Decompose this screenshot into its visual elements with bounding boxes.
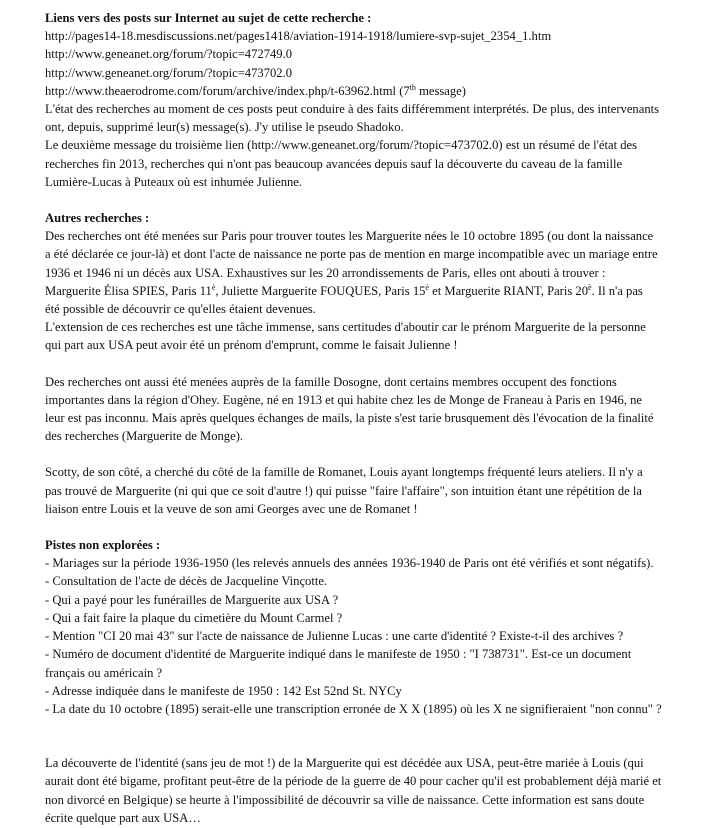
text-line: pas trouvé de Marguerite (ni qui que ce soit d'autre !) qui puisse "faire l'affaire", son intuition étant une répétition de la bbox=[45, 483, 642, 498]
list-item: français ou américain ? bbox=[45, 665, 163, 680]
text-line: Lumière-Lucas à Puteaux où est inhumée Julienne. bbox=[45, 174, 303, 189]
list-item: - Numéro de document d'identité de Marguerite indiqué dans le manifeste de 1950 : "I 738731". Est-ce un document bbox=[45, 647, 632, 662]
text-line: L'extension de ces recherches est une tâche immense, sans certitudes d'aboutir car le prénom Marguerite de la personne bbox=[45, 320, 646, 335]
text-line: La découverte de l'identité (sans jeu de mot !) de la Marguerite qui est décédée aux USA, peut-être mariée à Louis (qui bbox=[45, 756, 644, 771]
list-item: - Mention "CI 20 mai 43" sur l'acte de naissance de Julienne Lucas : une carte d'identité ? Existe-t-il des archives ? bbox=[45, 629, 624, 644]
text-line: ont, depuis, supprimé leur(s) message(s). J'y utilise le pseudo Shadoko. bbox=[45, 120, 404, 135]
links-heading: Liens vers des posts sur Internet au sujet de cette recherche : bbox=[45, 11, 372, 25]
text-line: aurait dont été bigame, profitant peut-être de la période de la guerre de 40 pour cacher qu'il est probablement déjà marié et bbox=[45, 774, 662, 789]
link-url[interactable]: http://www.geneanet.org/forum/?topic=473702.0 bbox=[45, 65, 293, 80]
text-line: Le deuxième message du troisième lien (http://www.geneanet.org/forum/?topic=473702.0) est un résumé de l'état des bbox=[45, 138, 638, 153]
document-page bbox=[45, 9, 717, 827]
text-line: Scotty, de son côté, a cherché du côté de la famille de Romanet, Louis ayant longtemps fréquenté leurs ateliers. Il n'y a bbox=[45, 465, 643, 480]
autres-heading: Autres recherches : bbox=[45, 211, 150, 226]
list-item: - Qui a fait faire la plaque du cimetière du Mount Carmel ? bbox=[45, 610, 343, 625]
text-line: qui part aux USA peut avoir été un prénom d'emprunt, comme le faisait Julienne ! bbox=[45, 338, 458, 353]
link-note: (7th message) bbox=[399, 82, 466, 98]
pistes-heading: Pistes non explorées : bbox=[45, 538, 161, 553]
link-url-with-note bbox=[45, 82, 717, 100]
text-line: des recherches (Marguerite de Monge). bbox=[45, 429, 244, 444]
list-item: - Consultation de l'acte de décès de Jacqueline Vinçotte. bbox=[45, 574, 328, 589]
text-line: été possible de découvrir ce qu'elles étaient devenues. bbox=[45, 302, 316, 317]
names-line: Marguerite Élisa SPIES, Paris $11^è$, Juliette Marguerite FOUQUES, Paris $15^è$ et Marguerite RIANT, Paris $20^è$. Il n'a pas bbox=[45, 282, 643, 298]
text-line: importantes dans la région d'Ohey. Eugène, né en 1913 et qui habite chez les de Monge de Franeau à Paris en 1946, ne bbox=[45, 392, 643, 407]
list-item: - Qui a payé pour les funérailles de Marguerite aux USA ? bbox=[45, 592, 339, 607]
text-line: 1936 et 1946 ni un décès aux USA. Exhaustives sur les 20 arrondissements de Paris, elles ont abouti à trouver : bbox=[45, 265, 606, 280]
text-line: écrite quelque part aux USA… bbox=[45, 810, 201, 825]
text-line: Des recherches ont aussi été menées auprès de la famille Dosogne, dont certains membres occupent des fonctions bbox=[45, 374, 617, 389]
text-line: non divorcé en Belgique) se heurte à l'impossibilité de découvrir sa ville de naissance. Cette information est sans doute bbox=[45, 792, 645, 807]
text-line: liaison entre Louis et la veuve de son ami Georges avec une de Romanet ! bbox=[45, 501, 418, 516]
text-line: a été déclarée ce jour-là) et dont l'acte de naissance ne porte pas de mention en marge incompatible avec un mariage entre bbox=[45, 247, 658, 262]
link-url[interactable]: http://www.geneanet.org/forum/?topic=472749.0 bbox=[45, 47, 293, 62]
text-line: leur est pas inconnu. Mais après quelques échanges de mails, la piste s'est tarie brusquement dès l'évocation de la finalité bbox=[45, 411, 654, 426]
link-url[interactable]: http://pages14-18.mesdiscussions.net/pages1418/aviation-1914-1918/lumiere-svp-sujet_2354_1.htm bbox=[45, 29, 552, 44]
list-item: - La date du 10 octobre (1895) serait-elle une transcription erronée de X X (1895) où les X ne signifieraient "non connu" ? bbox=[45, 701, 662, 716]
text-line: Des recherches ont été menées sur Paris pour trouver toutes les Marguerite nées le 10 octobre 1895 (ou dont la naissance bbox=[45, 229, 654, 244]
text-line: recherches fin 2013, recherches qui n'ont pas beaucoup avancées depuis sauf la découverte du caveau de la famille bbox=[45, 156, 623, 171]
list-item: - Mariages sur la période 1936-1950 (les relevés annuels des années 1936-1940 de Paris ont été vérifiés et sont négatifs). bbox=[45, 556, 654, 571]
link-url[interactable]: http://www.theaerodrome.com/forum/archive/index.php/t-63962.html bbox=[45, 83, 397, 98]
text-line: L'état des recherches au moment de ces posts peut conduire à des faits différemment interprétés. De plus, des intervenants bbox=[45, 102, 660, 117]
list-item: - Adresse indiquée dans le manifeste de 1950 : 142 Est 52nd St. NYCy bbox=[45, 683, 402, 698]
